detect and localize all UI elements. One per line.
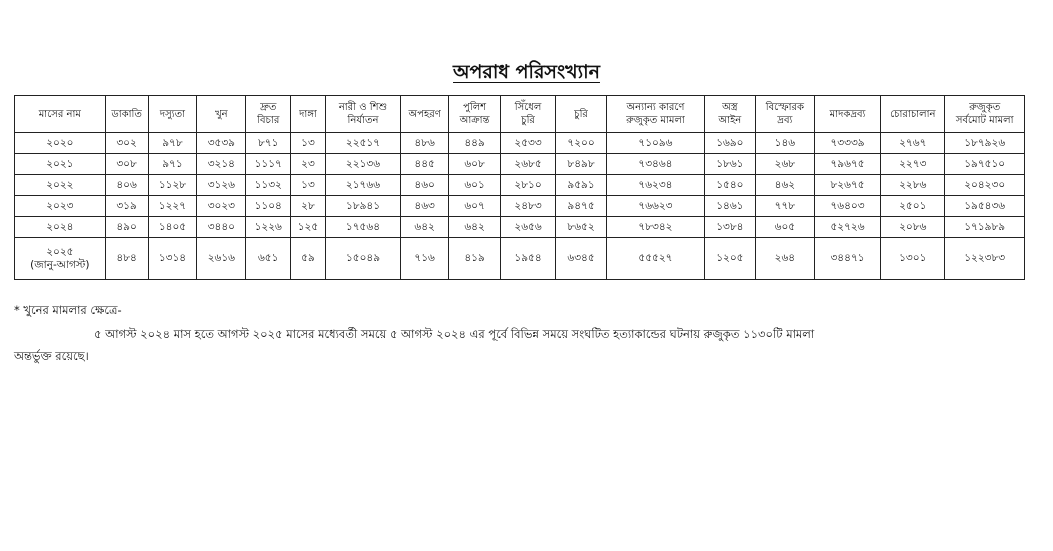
table-cell: ১৪৬১ [704, 196, 755, 217]
table-cell: ৭৬৬২৩ [607, 196, 705, 217]
table-cell: ১৮৬১ [704, 154, 755, 175]
column-header-text: নির্যাতন [347, 115, 379, 126]
table-cell: ৭১৬ [401, 238, 449, 280]
table-row [15, 175, 1025, 196]
column-header [704, 96, 755, 133]
table-cell: ৪৬০ [401, 175, 449, 196]
table-cell: ৭১০৯৬ [607, 133, 705, 154]
table-cell: ১৩১৪ [148, 238, 197, 280]
table-cell: ১১১৭ [246, 154, 291, 175]
table-cell: ১৪৬ [755, 133, 814, 154]
table-cell: ২৪৮৩ [501, 196, 556, 217]
table-cell: ২৫৩৩ [501, 133, 556, 154]
table-cell: ২৬৪ [755, 238, 814, 280]
note-text-line-1: ৫ আগস্ট ২০২৪ মাস হতে আগস্ট ২০২৫ মাসের মধ্যেবর্তী সময়ে ৫ আগস্ট ২০২৪ এর পূর্বে বিভিন্ন সময়ে সংঘটিত হত্যাকান্ডের ঘটনায় রুজুকৃত ১১৩০টি মামলা [94, 327, 815, 341]
table-cell: ৬০৫ [755, 217, 814, 238]
column-header [607, 96, 705, 133]
table-cell: ১৫০৪৯ [325, 238, 400, 280]
table-row [15, 133, 1025, 154]
table-cell: ২৬৫৬ [501, 217, 556, 238]
table-cell: ১৭১৯৮৯ [945, 217, 1025, 238]
column-header-text: অস্ত্র [722, 102, 738, 113]
column-header [105, 96, 148, 133]
table-cell: ২৩ [291, 154, 326, 175]
table-cell: ৩৫৩৯ [197, 133, 246, 154]
table-cell: ৮৭১ [246, 133, 291, 154]
table-cell: ৭৬২৩৪ [607, 175, 705, 196]
column-header [291, 96, 326, 133]
column-header-text: অপহরণ [408, 108, 441, 120]
row-label [15, 133, 106, 154]
row-label [15, 154, 106, 175]
table-cell: ১২২৬ [246, 217, 291, 238]
row-label-text: ২০২৪ [46, 220, 74, 233]
table-cell: ৯৭৮ [148, 133, 197, 154]
column-header-text: সিঁধেল [514, 102, 542, 113]
table-cell: ৪৬২ [755, 175, 814, 196]
column-header-text: দ্রুত [260, 102, 277, 113]
table-row [15, 217, 1025, 238]
table-cell: ৭২০০ [556, 133, 607, 154]
table-cell: ১২২৩৮৩ [945, 238, 1025, 280]
column-header-text: বিস্ফোরক [765, 102, 805, 113]
column-header-text: রুজুকৃত [969, 102, 1001, 113]
column-header-text: দ্রব্য [777, 115, 793, 126]
header-row [15, 96, 1025, 133]
column-header [755, 96, 814, 133]
column-header-text: দাঙ্গা [299, 108, 317, 120]
table-cell: ১২০৫ [704, 238, 755, 280]
table-cell: ৬৪২ [449, 217, 501, 238]
column-header [246, 96, 291, 133]
table-cell: ২০৪২৩০ [945, 175, 1025, 196]
table-cell: ২৭৬৭ [881, 133, 945, 154]
table-cell: ৩৪৪৭১ [814, 238, 880, 280]
table-cell: ৪৯০ [105, 217, 148, 238]
table-cell: ৩১৯ [105, 196, 148, 217]
column-header-text: মাদকদ্রব্য [829, 108, 866, 120]
column-header [449, 96, 501, 133]
notes [14, 302, 1034, 363]
table-cell: ২২৭৩ [881, 154, 945, 175]
table-cell: ২০৮৬ [881, 217, 945, 238]
table-cell: ১১০৪ [246, 196, 291, 217]
table-cell: ২২৫১৭ [325, 133, 400, 154]
table-cell: ২২১৩৬ [325, 154, 400, 175]
table-cell: ৪১৯ [449, 238, 501, 280]
table-cell: ১১২৮ [148, 175, 197, 196]
column-header-text: চুরি [521, 115, 535, 126]
column-header-text: আইন [718, 115, 742, 126]
table-cell: ৯৭১ [148, 154, 197, 175]
table-cell: ১৬৯০ [704, 133, 755, 154]
table-cell: ৭৮৩৪২ [607, 217, 705, 238]
table-cell: ৫৯ [291, 238, 326, 280]
row-label-text: ২০২২ [46, 178, 74, 191]
table-cell: ১৮৭৯২৬ [945, 133, 1025, 154]
table-cell: ৪৮৬ [401, 133, 449, 154]
table-cell: ২৮ [291, 196, 326, 217]
row-label-text: (জানু-আগস্ট) [30, 258, 90, 271]
row-label-text: ২০২৫ [46, 245, 74, 258]
column-header [148, 96, 197, 133]
table-cell: ৬০৭ [449, 196, 501, 217]
table-cell: ৬৫১ [246, 238, 291, 280]
table-cell: ৮৪৯৮ [556, 154, 607, 175]
table-row [15, 196, 1025, 217]
table-cell: ৬৪২ [401, 217, 449, 238]
table-cell: ৩০৮ [105, 154, 148, 175]
table-cell: ১৯৫৪ [501, 238, 556, 280]
table-cell: ২৫০১ [881, 196, 945, 217]
table-cell: ১৩ [291, 175, 326, 196]
table-cell: ১৮৯৪১ [325, 196, 400, 217]
table-cell: ২১৭৬৬ [325, 175, 400, 196]
crime-statistics-table [14, 95, 1025, 280]
column-header [945, 96, 1025, 133]
table-cell: ৯৪৭৫ [556, 196, 607, 217]
table-cell: ৪৬৩ [401, 196, 449, 217]
column-header-text: রুজুকৃত মামলা [626, 115, 685, 126]
table-cell: ২৬১৬ [197, 238, 246, 280]
column-header [197, 96, 246, 133]
table-cell: ১২৫ [291, 217, 326, 238]
table-cell: ৮২৬৭৫ [814, 175, 880, 196]
row-label [15, 217, 106, 238]
table-row [15, 154, 1025, 175]
table-cell: ৩০২৩ [197, 196, 246, 217]
column-header [881, 96, 945, 133]
column-header-text: বিচার [257, 115, 280, 126]
row-label [15, 175, 106, 196]
table-cell: ১৭৫৬৪ [325, 217, 400, 238]
table-cell: ১৩০১ [881, 238, 945, 280]
column-header [814, 96, 880, 133]
table-cell: ৭৭৮ [755, 196, 814, 217]
table-cell: ১৪০৫ [148, 217, 197, 238]
table-cell: ২৬৮৫ [501, 154, 556, 175]
table-cell: ৫৫৫২৭ [607, 238, 705, 280]
column-header [401, 96, 449, 133]
table-cell: ১৩৮৪ [704, 217, 755, 238]
note-heading: * খুনের মামলার ক্ষেত্রে- [14, 303, 122, 317]
table-cell: ৩৪৪০ [197, 217, 246, 238]
table-cell: ৬০৮ [449, 154, 501, 175]
table-cell: ৭৬৪০৩ [814, 196, 880, 217]
table-cell: ১৯৭৫১০ [945, 154, 1025, 175]
table-cell: ৭৩৪৬৪ [607, 154, 705, 175]
column-header-text: ডাকাতি [111, 108, 142, 120]
table-row [15, 238, 1025, 280]
table-cell: ৬০১ [449, 175, 501, 196]
column-header-text: চুরি [574, 108, 588, 120]
column-header-text: নারী ও শিশু [338, 102, 388, 113]
table-cell: ৩২১৪ [197, 154, 246, 175]
table-cell: ১৩ [291, 133, 326, 154]
table-body [15, 133, 1025, 280]
table-cell: ৫২৭২৬ [814, 217, 880, 238]
table-cell: ১৫৪০ [704, 175, 755, 196]
page-title: অপরাধ পরিসংখ্যান [453, 61, 600, 83]
table-cell: ২৮১০ [501, 175, 556, 196]
column-header [15, 96, 106, 133]
table-cell: ১৯৫৪৩৬ [945, 196, 1025, 217]
table-cell: ১১৩২ [246, 175, 291, 196]
column-header-text: পুলিশ [463, 102, 487, 113]
row-label [15, 238, 106, 280]
table-cell: ৩০২ [105, 133, 148, 154]
table-cell: ৪৪৯ [449, 133, 501, 154]
column-header-text: খুন [215, 108, 228, 120]
table-cell: ৪০৬ [105, 175, 148, 196]
table-cell: ১২২৭ [148, 196, 197, 217]
table-cell: ৮৬৫২ [556, 217, 607, 238]
column-header-text: চোরাচালান [890, 108, 936, 120]
row-label-text: ২০২০ [46, 136, 74, 149]
column-header [501, 96, 556, 133]
column-header [325, 96, 400, 133]
row-label [15, 196, 106, 217]
table-cell: ২২৮৬ [881, 175, 945, 196]
table-cell: ৭৩৩৩৯ [814, 133, 880, 154]
table-cell: ৩১২৬ [197, 175, 246, 196]
row-label-text: ২০২১ [46, 157, 74, 170]
column-header-text: সর্বমোট মামলা [955, 115, 1014, 126]
note-text-line-2: অন্তর্ভুক্ত রয়েছে। [14, 349, 89, 363]
table-cell: ৯৫৯১ [556, 175, 607, 196]
row-label-text: ২০২৩ [46, 199, 74, 212]
column-header [556, 96, 607, 133]
column-header-text: দস্যুতা [159, 108, 186, 120]
table-cell: ২৬৮ [755, 154, 814, 175]
column-header-text: মাসের নাম [38, 108, 81, 120]
table-cell: ৪৪৫ [401, 154, 449, 175]
column-header-text: অন্যান্য কারণে [626, 102, 685, 113]
table-cell: ৭৯৬৭৫ [814, 154, 880, 175]
table-cell: ৬৩৪৫ [556, 238, 607, 280]
table-cell: ৪৮৪ [105, 238, 148, 280]
column-header-text: আক্রান্ত [459, 115, 490, 126]
